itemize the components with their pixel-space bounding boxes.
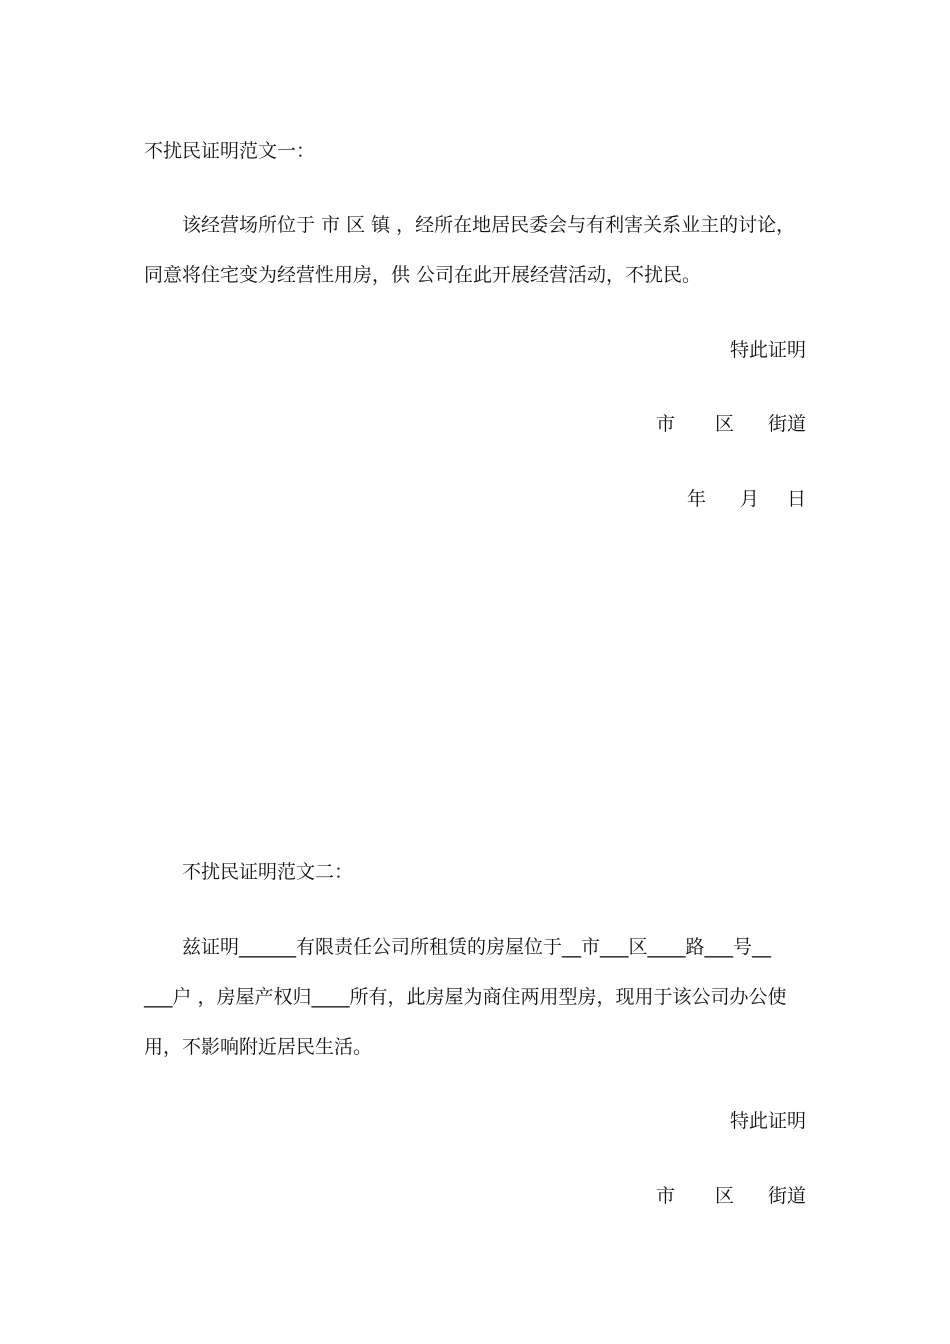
signature-district: 区 <box>714 413 734 435</box>
signature-street: 街道 <box>767 413 806 435</box>
signature-district: 区 <box>714 1185 734 1207</box>
sample1-paragraph-line1: 该经营场所位于 市 区 镇 ，经所在地居民委会与有利害关系业主的讨论， <box>182 214 796 236</box>
date-day: 日 <box>786 488 806 510</box>
sample2-paragraph-line2: ___户 ，房屋产权归____所有，此房屋为商住两用型房，现用于该公司办公使 <box>144 986 787 1008</box>
sample1-signature <box>656 411 806 437</box>
sample1-closing: 特此证明 <box>729 339 806 361</box>
sample2-heading: 不扰民证明范文二： <box>182 861 354 883</box>
date-year: 年 <box>686 488 706 510</box>
date-month: 月 <box>739 488 759 510</box>
signature-city: 市 <box>655 413 675 435</box>
signature-city: 市 <box>655 1185 675 1207</box>
sample1-heading: 不扰民证明范文一： <box>144 140 316 162</box>
sample1-date <box>687 486 806 512</box>
sample2-paragraph-line1: 兹证明______有限责任公司所租赁的房屋位于__市___区____路___号__ <box>182 936 772 958</box>
sample2-paragraph-line3: 用，不影响附近居民生活。 <box>144 1036 373 1058</box>
sample2-closing: 特此证明 <box>729 1110 806 1132</box>
sample2-signature <box>656 1183 806 1209</box>
signature-street: 街道 <box>767 1185 806 1207</box>
sample1-paragraph-line2: 同意将住宅变为经营性用房，供 公司在此开展经营活动，不扰民。 <box>144 264 702 286</box>
